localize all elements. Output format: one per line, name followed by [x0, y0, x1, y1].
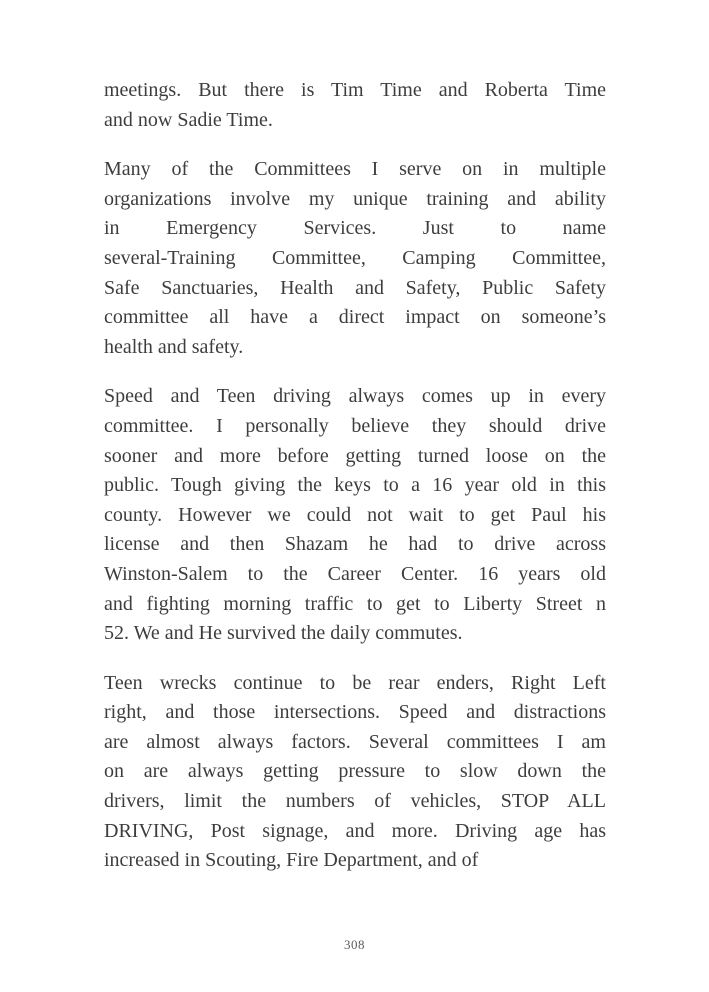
text-line: are almost always factors. Several committees I am: [104, 730, 606, 753]
text-line: on are always getting pressure to slow down the: [104, 760, 606, 783]
text-line: Teen wrecks continue to be rear enders, Right Left: [104, 671, 606, 694]
text-line: license and then Shazam he had to drive across: [104, 533, 606, 556]
text-line: DRIVING, Post signage, and more. Driving age has: [104, 819, 606, 842]
paragraph: [104, 155, 606, 362]
text-block: [104, 76, 606, 896]
text-line: drivers, limit the numbers of vehicles, STOP ALL: [104, 790, 606, 813]
text-line: organizations involve my unique training and ability: [104, 187, 606, 210]
text-line: Winston-Salem to the Career Center. 16 years old: [104, 562, 606, 585]
text-line: Safe Sanctuaries, Health and Safety, Public Safety: [104, 276, 606, 299]
text-line: Speed and Teen driving always comes up in every: [104, 385, 606, 408]
page-number: 308: [344, 937, 365, 952]
text-line: right, and those intersections. Speed and distractions: [104, 701, 606, 724]
paragraph: [104, 76, 606, 135]
paragraph: [104, 382, 606, 648]
text-line: public. Tough giving the keys to a 16 year old in this: [104, 474, 606, 497]
text-line: meetings. But there is Tim Time and Roberta Time: [104, 79, 606, 101]
text-line: and fighting morning traffic to get to Liberty Street n: [104, 592, 606, 615]
text-line: 52. We and He survived the daily commutes.: [104, 622, 463, 645]
text-line: several-Training Committee, Camping Committee,: [104, 246, 606, 269]
text-line: in Emergency Services. Just to name: [104, 217, 606, 240]
paragraph: [104, 669, 606, 876]
text-line: sooner and more before getting turned loose on the: [104, 444, 606, 467]
page-footer: [0, 936, 709, 954]
text-line: Many of the Committees I serve on in multiple: [104, 158, 606, 181]
text-line: county. However we could not wait to get Paul his: [104, 503, 606, 526]
text-line: increased in Scouting, Fire Department, and of: [104, 849, 479, 872]
text-line: and now Sadie Time.: [104, 108, 273, 131]
text-line: committee. I personally believe they should drive: [104, 414, 606, 437]
text-line: committee all have a direct impact on someone’s: [104, 306, 606, 329]
text-line: health and safety.: [104, 335, 244, 358]
